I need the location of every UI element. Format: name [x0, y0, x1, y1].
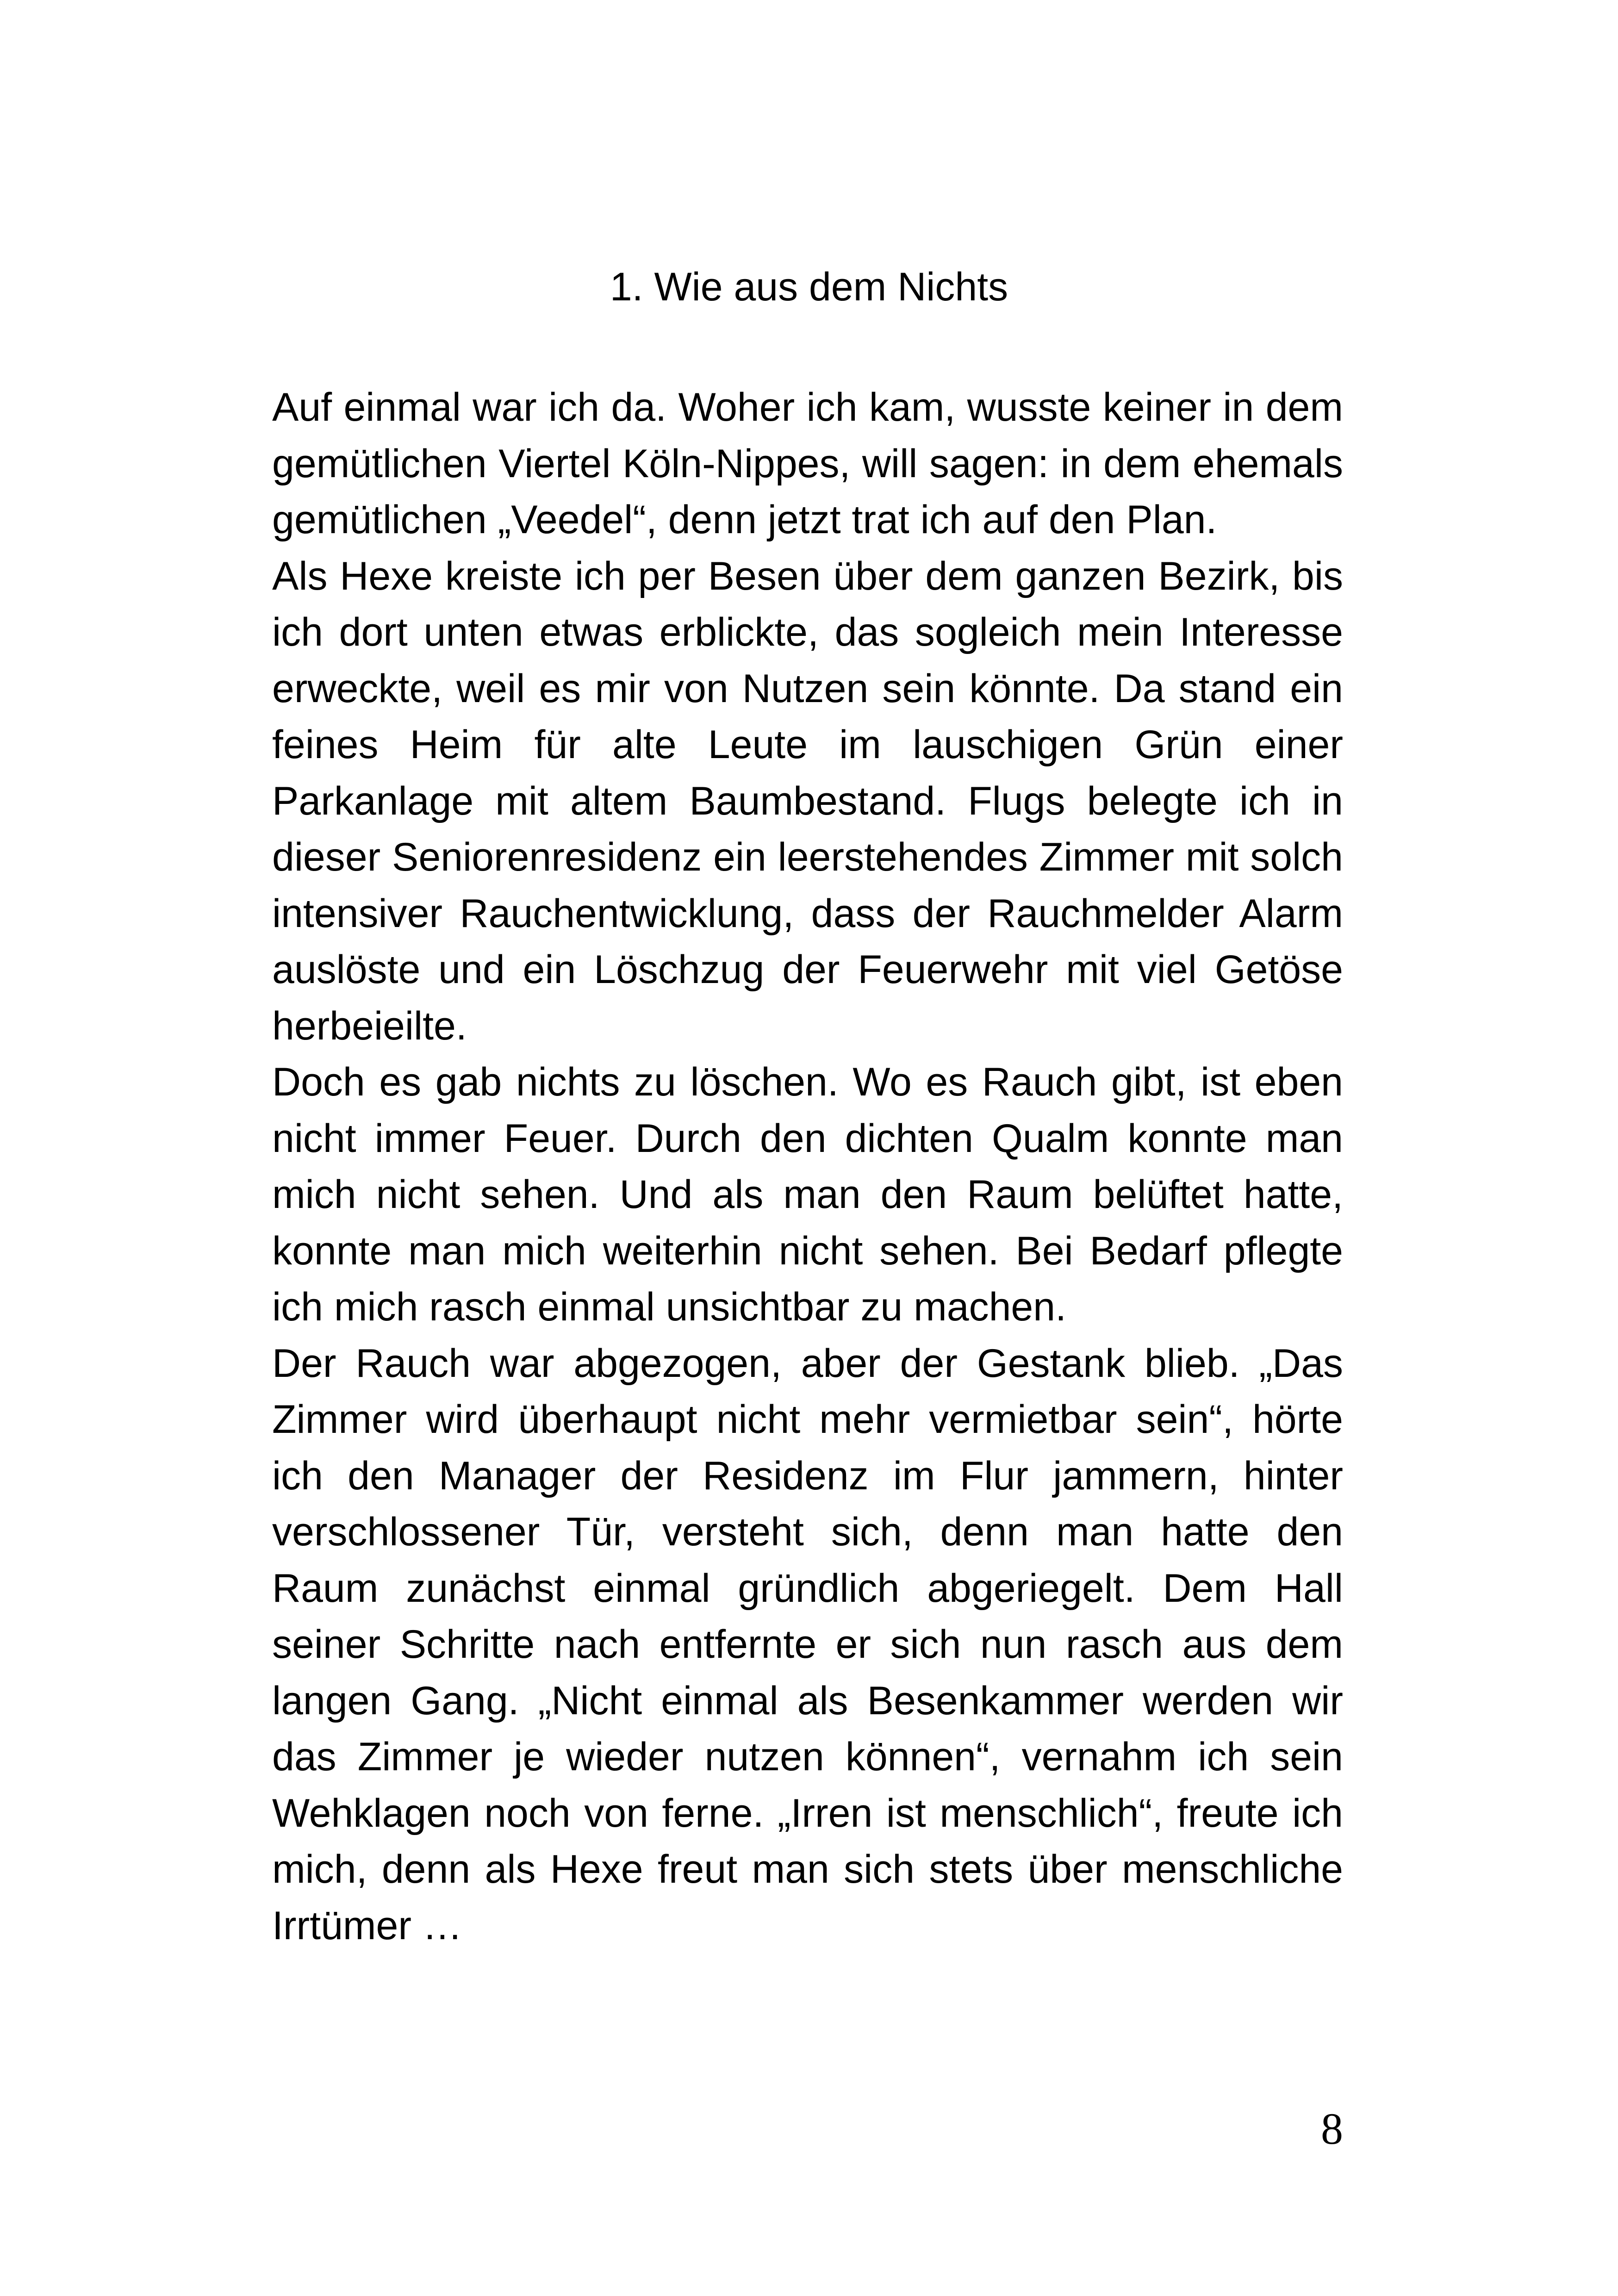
paragraph: Als Hexe kreiste ich per Besen über dem ganzen Bezirk, bis ich dort unten etwas erblickte, das sogleich mein Interesse erweckte, weil es mir von Nutzen sein könnte. Da stand ein feines Heim für alte Leute im lauschigen Grün einer Parkanlage mit altem Baumbestand. Flugs belegte ich in dieser Seniorenresidenz ein leerstehendes Zimmer mit solch intensiver Rauchentwicklung, dass der Rauchmelder Alarm auslöste und ein Löschzug der Feuerwehr mit viel Getöse herbeieilte. — [272, 554, 1343, 1048]
paragraph: Doch es gab nichts zu löschen. Wo es Rauch gibt, ist eben nicht immer Feuer. Durch den dichten Qualm konnte man mich nicht sehen. Und als man den Raum belüftet hatte, konnte man mich weiterhin nicht sehen. Bei Bedarf pflegte ich mich rasch einmal unsichtbar zu machen. — [272, 1060, 1343, 1329]
page-number: 8 — [1321, 2104, 1343, 2153]
chapter-body — [272, 380, 1343, 1954]
paragraph: Auf einmal war ich da. Woher ich kam, wusste keiner in dem gemütlichen Viertel Köln-Nippes, will sagen: in dem ehemals gemütlichen „Veedel“, denn jetzt trat ich auf den Plan. — [272, 385, 1343, 542]
chapter-title: 1. Wie aus dem Nichts — [610, 265, 1008, 309]
paragraph: Der Rauch war abgezogen, aber der Gestank blieb. „Das Zimmer wird überhaupt nicht mehr vermietbar sein“, hörte ich den Manager der Residenz im Flur jammern, hinter verschlossener Tür, versteht sich, denn man hatte den Raum zunächst einmal gründlich abgeriegelt. Dem Hall seiner Schritte nach entfernte er sich nun rasch aus dem langen Gang. „Nicht einmal als Besenkammer werden wir das Zimmer je wieder nutzen können“, vernahm ich sein Wehklagen noch von ferne. „Irren ist menschlich“, freute ich mich, denn als Hexe freut man sich stets über menschliche Irrtümer … — [272, 1341, 1343, 1948]
